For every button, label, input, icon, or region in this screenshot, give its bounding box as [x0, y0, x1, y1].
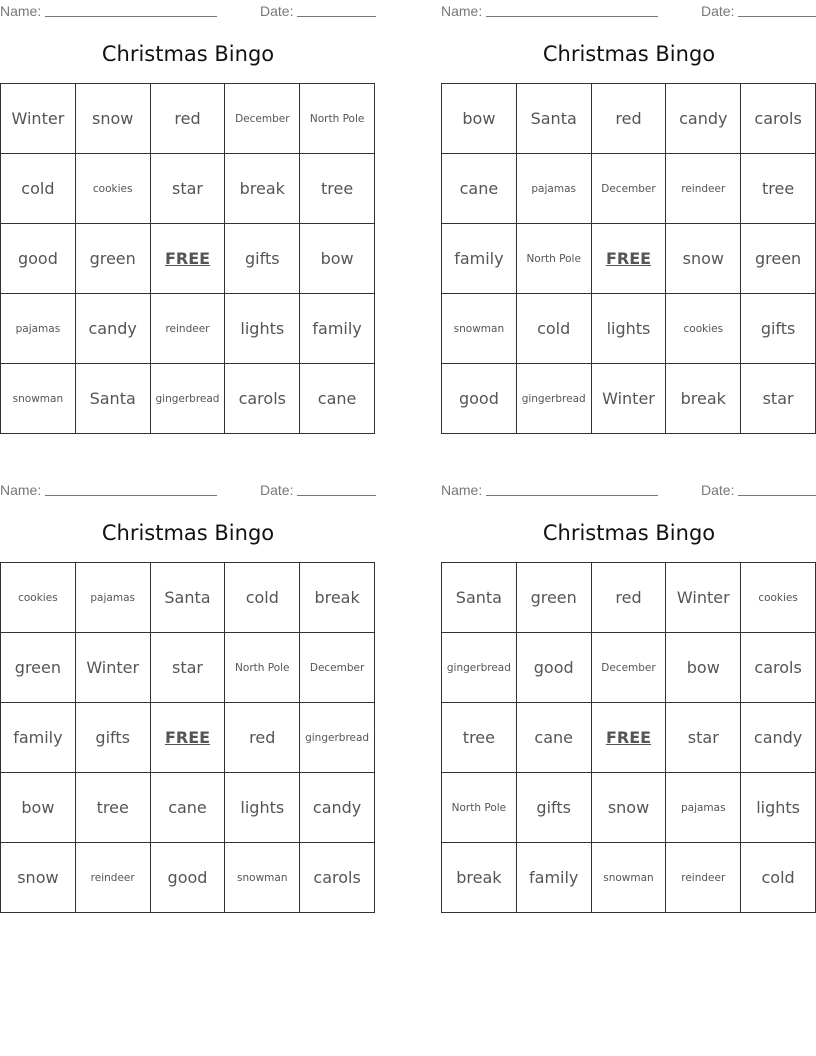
bingo-cell: gingerbread	[442, 633, 517, 703]
bingo-cell: snowman	[592, 843, 667, 913]
bingo-cell: break	[300, 563, 375, 633]
name-date-bar	[441, 482, 816, 498]
bingo-cell: pajamas	[666, 773, 741, 843]
bingo-cell: lights	[741, 773, 816, 843]
bingo-cell: green	[741, 224, 816, 294]
bingo-cell: break	[225, 154, 300, 224]
bingo-cell: lights	[225, 773, 300, 843]
bingo-cell: cold	[225, 563, 300, 633]
bingo-cell: gifts	[76, 703, 151, 773]
bingo-cell: snow	[1, 843, 76, 913]
bingo-cell: North Pole	[225, 633, 300, 703]
bingo-card	[0, 0, 376, 435]
bingo-cell: cane	[300, 364, 375, 434]
bingo-cell: pajamas	[76, 563, 151, 633]
bingo-cell: star	[741, 364, 816, 434]
card-title: Christmas Bingo	[542, 521, 716, 545]
bingo-cell: tree	[741, 154, 816, 224]
bingo-cell: bow	[666, 633, 741, 703]
card-title: Christmas Bingo	[101, 42, 275, 66]
bingo-cell: cane	[442, 154, 517, 224]
bingo-cell: star	[151, 154, 226, 224]
bingo-cell: break	[442, 843, 517, 913]
bingo-cell: cookies	[666, 294, 741, 364]
bingo-cell: break	[666, 364, 741, 434]
bingo-cell: carols	[741, 633, 816, 703]
bingo-cell: cookies	[741, 563, 816, 633]
bingo-cell: snowman	[442, 294, 517, 364]
bingo-cell: red	[592, 563, 667, 633]
bingo-cell: gingerbread	[300, 703, 375, 773]
bingo-cell: family	[1, 703, 76, 773]
bingo-cell: green	[76, 224, 151, 294]
name-date-bar	[0, 482, 376, 498]
bingo-cell: North Pole	[442, 773, 517, 843]
bingo-cell: reindeer	[76, 843, 151, 913]
bingo-cell: December	[300, 633, 375, 703]
bingo-cell: December	[592, 154, 667, 224]
bingo-cell: Winter	[666, 563, 741, 633]
date-label: Date:	[701, 3, 739, 19]
bingo-grid	[441, 562, 816, 913]
bingo-cell: bow	[300, 224, 375, 294]
bingo-cell: reindeer	[666, 843, 741, 913]
bingo-cell: reindeer	[151, 294, 226, 364]
name-label: Name:	[0, 482, 46, 498]
date-line	[297, 495, 376, 496]
bingo-card	[0, 479, 376, 914]
bingo-cell: tree	[442, 703, 517, 773]
bingo-cell: cold	[741, 843, 816, 913]
free-space-cell: FREE	[151, 703, 226, 773]
bingo-card	[441, 0, 816, 435]
bingo-cell: cookies	[1, 563, 76, 633]
date-label: Date:	[701, 482, 739, 498]
bingo-cell: candy	[741, 703, 816, 773]
bingo-cell: bow	[442, 84, 517, 154]
bingo-cell: gifts	[225, 224, 300, 294]
bingo-cell: pajamas	[517, 154, 592, 224]
name-line	[45, 16, 217, 17]
name-label: Name:	[441, 482, 487, 498]
bingo-cell: North Pole	[300, 84, 375, 154]
bingo-cell: lights	[592, 294, 667, 364]
bingo-cell: red	[225, 703, 300, 773]
bingo-cell: cane	[151, 773, 226, 843]
free-space-cell: FREE	[592, 703, 667, 773]
bingo-cell: family	[517, 843, 592, 913]
bingo-cell: lights	[225, 294, 300, 364]
bingo-cell: candy	[666, 84, 741, 154]
name-line	[486, 495, 658, 496]
bingo-cell: red	[592, 84, 667, 154]
bingo-cell: carols	[741, 84, 816, 154]
bingo-cell: reindeer	[666, 154, 741, 224]
card-title: Christmas Bingo	[101, 521, 275, 545]
name-line	[486, 16, 658, 17]
bingo-cell: star	[151, 633, 226, 703]
bingo-cell: Santa	[151, 563, 226, 633]
bingo-grid	[441, 83, 816, 434]
name-label: Name:	[441, 3, 487, 19]
bingo-grid	[0, 83, 375, 434]
bingo-card	[441, 479, 816, 914]
free-space-cell: FREE	[151, 224, 226, 294]
date-label: Date:	[260, 3, 298, 19]
bingo-cell: cane	[517, 703, 592, 773]
bingo-cell: snow	[592, 773, 667, 843]
bingo-cell: snow	[666, 224, 741, 294]
name-line	[45, 495, 217, 496]
bingo-cell: Winter	[1, 84, 76, 154]
bingo-cell: carols	[300, 843, 375, 913]
bingo-cell: snowman	[225, 843, 300, 913]
bingo-cell: tree	[76, 773, 151, 843]
bingo-cell: Winter	[76, 633, 151, 703]
bingo-cell: cookies	[76, 154, 151, 224]
bingo-cell: Santa	[442, 563, 517, 633]
bingo-cell: gingerbread	[151, 364, 226, 434]
bingo-cell: tree	[300, 154, 375, 224]
bingo-cell: Santa	[517, 84, 592, 154]
bingo-cell: cold	[1, 154, 76, 224]
bingo-cell: gifts	[741, 294, 816, 364]
bingo-cell: pajamas	[1, 294, 76, 364]
bingo-cell: red	[151, 84, 226, 154]
bingo-cell: good	[442, 364, 517, 434]
bingo-grid	[0, 562, 375, 913]
bingo-cell: green	[517, 563, 592, 633]
bingo-cell: bow	[1, 773, 76, 843]
date-line	[738, 495, 816, 496]
free-space-cell: FREE	[592, 224, 667, 294]
bingo-cell: Winter	[592, 364, 667, 434]
card-title: Christmas Bingo	[542, 42, 716, 66]
bingo-cell: snow	[76, 84, 151, 154]
bingo-cell: candy	[300, 773, 375, 843]
bingo-cell: snowman	[1, 364, 76, 434]
date-line	[297, 16, 376, 17]
bingo-cell: good	[151, 843, 226, 913]
bingo-cell: December	[225, 84, 300, 154]
bingo-cell: family	[300, 294, 375, 364]
bingo-cell: gifts	[517, 773, 592, 843]
bingo-cell: green	[1, 633, 76, 703]
date-label: Date:	[260, 482, 298, 498]
bingo-cell: star	[666, 703, 741, 773]
bingo-cell: cold	[517, 294, 592, 364]
name-label: Name:	[0, 3, 46, 19]
bingo-cell: good	[517, 633, 592, 703]
name-date-bar	[441, 3, 816, 19]
bingo-cell: candy	[76, 294, 151, 364]
bingo-cell: family	[442, 224, 517, 294]
bingo-cell: good	[1, 224, 76, 294]
date-line	[738, 16, 816, 17]
bingo-cell: North Pole	[517, 224, 592, 294]
name-date-bar	[0, 3, 376, 19]
bingo-cell: December	[592, 633, 667, 703]
bingo-cell: carols	[225, 364, 300, 434]
bingo-cell: Santa	[76, 364, 151, 434]
bingo-cell: gingerbread	[517, 364, 592, 434]
